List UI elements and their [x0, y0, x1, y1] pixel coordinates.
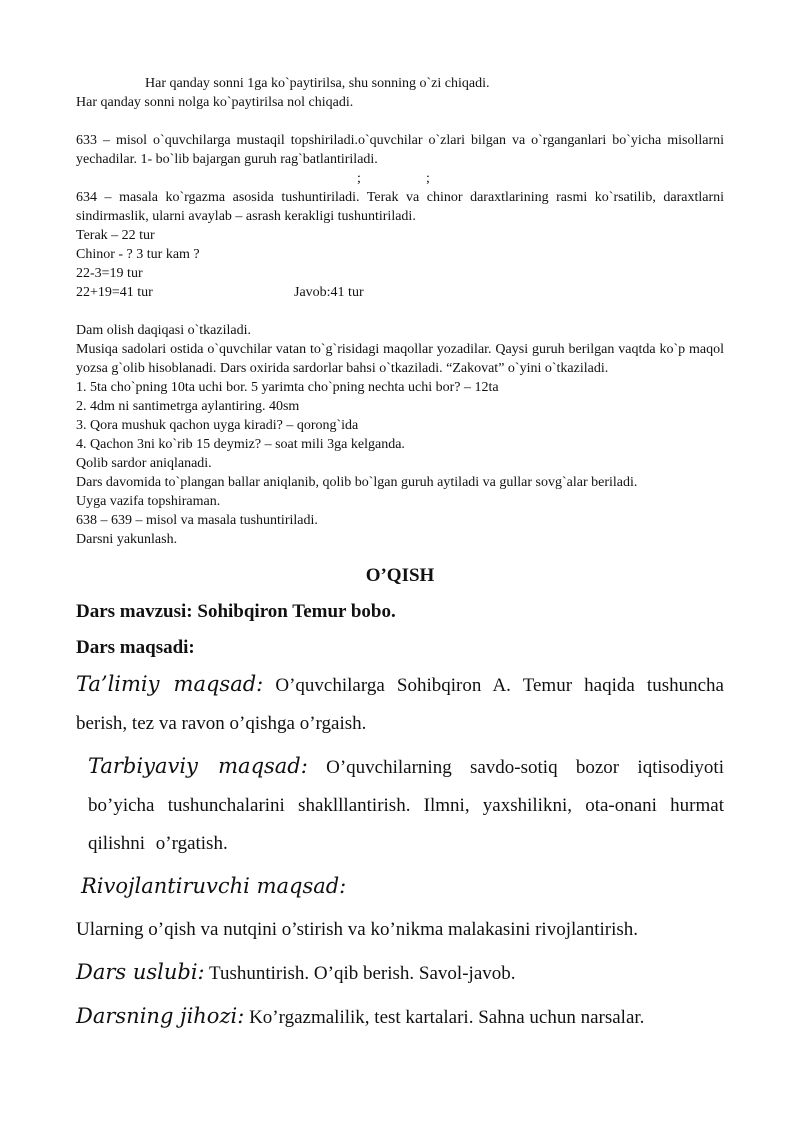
winner-line: Qolib sardor aniqlanadi.: [76, 456, 212, 471]
answer-text: Javob:41 tur: [294, 285, 364, 300]
chinor-line: Chinor - ? 3 tur kam ?: [76, 247, 200, 262]
calculation-line: 22-3=19 tur: [76, 266, 143, 281]
document-page: [76, 74, 724, 1037]
calculation-answer-row: [76, 283, 724, 302]
calculation-line: 22+19=41 tur: [76, 285, 153, 300]
lesson-method: [76, 953, 724, 993]
lesson-equipment: [76, 997, 724, 1037]
upbringing-goal: [76, 747, 724, 863]
task-633-paragraph: 633 – misol o`quvchilarga mustaqil topshiriladi.o`quvchilar o`zlari bilgan va o`rganganlari bo`yicha misollarni yechadilar. 1- bo`lib bajargan guruh rag`batlantiriladi.: [76, 133, 724, 167]
question-item: 1. 5ta cho`pning 10ta uchi bor. 5 yarimta cho`pning nechta uchi bor? – 12ta: [76, 380, 499, 395]
scores-line: Dars davomida to`plangan ballar aniqlanib, qolib bo`lgan guruh aytiladi va gullar sovg`alar beriladi.: [76, 475, 638, 490]
lesson-topic: Dars mavzusi: Sohibqiron Temur bobo.: [76, 601, 396, 622]
developmental-goal-title: [76, 867, 724, 907]
question-item: 3. Qora mushuk qachon uyga kiradi? – qorong`ida: [76, 418, 359, 433]
reading-lesson-section: [76, 563, 724, 1037]
section-heading: O’QISH: [365, 565, 435, 586]
lesson-equipment-text: Ko’rgazmalilik, test kartalari. Sahna uchun narsalar.: [244, 1007, 645, 1028]
break-title: Dam olish daqiqasi o`tkaziladi.: [76, 323, 251, 338]
lesson-method-label: Dars uslubi:: [76, 960, 205, 984]
ending-line: Darsni yakunlash.: [76, 532, 178, 547]
terak-line: Terak – 22 tur: [76, 228, 155, 243]
semicolon-row: [76, 169, 724, 188]
educational-goal: [76, 665, 724, 743]
semicolon-mark: ;: [426, 171, 430, 186]
rule-multiply-one: Har qanday sonni 1ga ko`paytirilsa, shu sonning o`zi chiqadi.: [145, 76, 490, 91]
lesson-goal-title: Dars maqsadi:: [76, 637, 195, 658]
task-634-paragraph: 634 – masala ko`rgazma asosida tushuntiriladi. Terak va chinor daraxtlarining rasmi ko`rsatilib, daraxtlarni sindirmaslik, ularni avaylab – asrash kerakligi tushuntiriladi.: [76, 190, 724, 224]
blank-line: [76, 112, 724, 131]
developmental-goal-text: Ularning o’qish va nutqini o’stirish va ko’nikma malakasini rivojlantirish.: [76, 919, 639, 940]
blank-line: [76, 302, 724, 321]
upbringing-goal-text: O’quvchilarning savdo-sotiq bozor iqtisodiyoti bo’yicha tushunchalarini shaklllantirish. Ilmni, yaxshilikni, ota-onani hurmat qilishni o’rgatish.: [88, 757, 724, 854]
upbringing-goal-label: Tarbiyaviy maqsad:: [88, 754, 308, 778]
lesson-equipment-label: Darsning jihozi:: [76, 1004, 245, 1028]
math-lesson-section: [76, 74, 724, 549]
semicolon-mark: ;: [357, 171, 361, 186]
lesson-method-text: Tushuntirish. O’qib berish. Savol-javob.: [204, 963, 516, 984]
task-638-line: 638 – 639 – misol va masala tushuntiriladi.: [76, 513, 318, 528]
educational-goal-label: Ta’limiy maqsad:: [76, 672, 264, 696]
educational-goal-text: O’quvchilarga Sohibqiron A. Temur haqida tushuncha berish, tez va ravon o’qishga o’rgaish.: [76, 675, 724, 734]
homework-line: Uyga vazifa topshiraman.: [76, 494, 221, 509]
rule-multiply-zero: Har qanday sonni nolga ko`paytirilsa nol chiqadi.: [76, 95, 354, 110]
question-item: 2. 4dm ni santimetrga aylantiring. 40sm: [76, 399, 300, 414]
developmental-goal-label: Rivojlantiruvchi maqsad:: [81, 874, 347, 898]
question-item: 4. Qachon 3ni ko`rib 15 deymiz? – soat mili 3ga kelganda.: [76, 437, 405, 452]
game-paragraph: Musiqa sadolari ostida o`quvchilar vatan to`g`risidagi maqollar yozadilar. Qaysi guruh berilgan vaqtda ko`p maqol yozsa g`olib hisoblanadi. Dars oxirida sardorlar bahsi o`tkaziladi. “Zakovat” o`yini o`tkaziladi.: [76, 342, 724, 376]
